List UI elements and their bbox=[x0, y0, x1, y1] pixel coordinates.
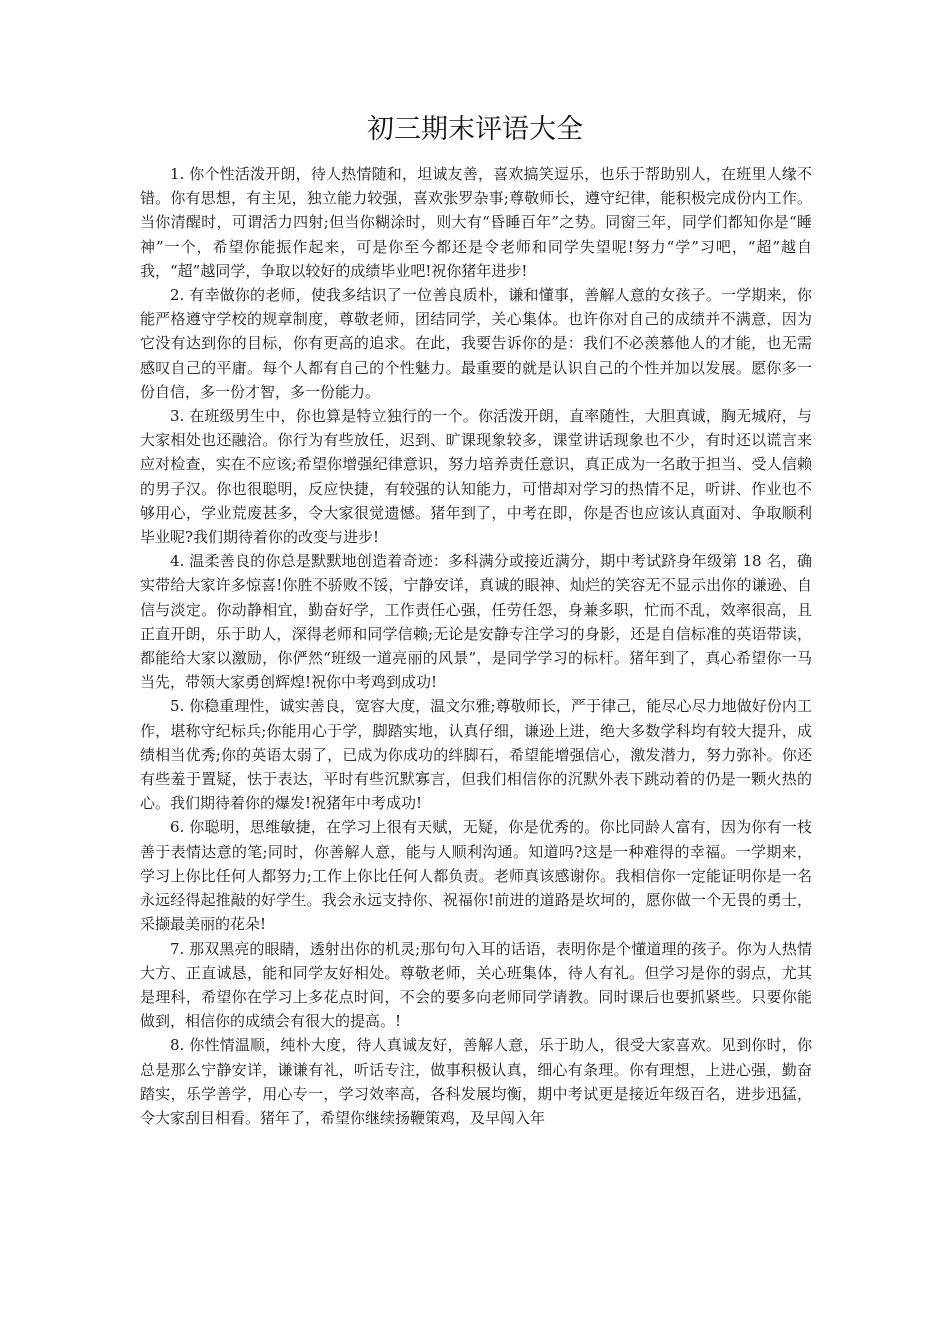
comment-paragraph-1: 1. 你个性活泼开朗，待人热情随和，坦诚友善，喜欢搞笑逗乐，也乐于帮助别人，在班里人缘不错。你有思想，有主见，独立能力较强，喜欢张罗杂事;尊敬师长，遵守纪律，能积极完成份内工作。当你清醒时，可谓活力四射;但当你糊涂时，则大有“昏睡百年”之势。同窗三年，同学们都知你是“睡神”一个，希望你能振作起来，可是你至今都还是令老师和同学失望呢!努力“学”习吧，“超”越自我，“超”越同学，争取以较好的成绩毕业吧!祝你猪年进步! bbox=[140, 165, 812, 280]
document-title: 初三期末评语大全 bbox=[367, 114, 583, 145]
comment-paragraph-4: 4. 温柔善良的你总是默默地创造着奇迹：多科满分或接近满分，期中考试跻身年级第 18 名，确实带给大家许多惊喜!你胜不骄败不馁，宁静安详，真诚的眼神、灿烂的笑容无不显示出你的谦逊、自信与淡定。你动静相宜，勤奋好学，工作责任心强，任劳任怨，身兼多职，忙而不乱，效率很高，且正直开朗，乐于助人，深得老师和同学信赖;无论是安静专注学习的身影，还是自信标准的英语带读，都能给大家以激励，你俨然“班级一道亮丽的风景”，是同学学习的标杆。猪年到了，真心希望你一马当先，带领大家勇创辉煌!祝你中考鸡到成功! bbox=[140, 552, 812, 692]
comment-paragraph-6: 6. 你聪明，思维敏捷，在学习上很有天赋，无疑，你是优秀的。你比同龄人富有，因为你有一枝善于表情达意的笔;同时，你善解人意，能与人顺利沟通。知道吗?这是一种难得的幸福。一学期来，学习上你比任何人都努力;工作上你比任何人都负责。老师真该感谢你。我相信你一定能证明你是一名永远经得起推敲的好学生。我会永远支持你、祝福你!前进的道路是坎坷的，愿你做一个无畏的勇士，采撷最美丽的花朵! bbox=[140, 818, 812, 934]
comment-paragraph-5: 5. 你稳重理性，诚实善良，宽容大度，温文尔雅;尊敬师长，严于律己，能尽心尽力地做好份内工作，堪称守纪标兵;你能用心于学，脚踏实地，认真仔细，谦逊上进，绝大多数学科均有较大提升，成绩相当优秀;你的英语太弱了，已成为你成功的绊脚石，希望能增强信心，激发潜力，努力弥补。你还有些羞于置疑，怯于表达，平时有些沉默寡言，但我们相信你的沉默外表下跳动着的仍是一颗火热的心。我们期待着你的爆发!祝猪年中考成功! bbox=[140, 697, 812, 813]
comment-paragraph-8: 8. 你性情温顺，纯朴大度，待人真诚友好，善解人意，乐于助人，很受大家喜欢。见到你时，你总是那么宁静安详，谦谦有礼，听话专注，做事积极认真，细心有条理。你有理想，上进心强，勤奋踏实，乐学善学，用心专一，学习效率高，各科发展均衡，期中考试更是接近年级百名，进步迅猛，令大家刮目相看。猪年了，希望你继续扬鞭策鸡，及早闯入年 bbox=[140, 1036, 812, 1127]
document-body bbox=[140, 162, 812, 1130]
comment-paragraph-7: 7. 那双黑亮的眼睛，透射出你的机灵;那句句入耳的话语，表明你是个懂道理的孩子。你为人热情大方、正直诚恳，能和同学友好相处。尊敬老师，关心班集体，待人有礼。但学习是你的弱点，尤其是理科，希望你在学习上多花点时间，不会的要多向老师同学请教。同时课后也要抓紧些。只要你能做到，相信你的成绩会有很大的提高。! bbox=[140, 939, 812, 1031]
comment-paragraph-3: 3. 在班级男生中，你也算是特立独行的一个。你活泼开朗，直率随性，大胆真诚，胸无城府，与大家相处也还融洽。你行为有些放任，迟到、旷课现象较多，课堂讲话现象也不少，有时还以谎言来应对检查，实在不应该;希望你增强纪律意识，努力培养责任意识，真正成为一名敢于担当、受人信赖的男子汉。你也很聪明，反应快捷，有较强的认知能力，可惜却对学习的热情不足，听讲、作业也不够用心，学业荒废甚多，令大家很觉遗憾。猪年到了，中考在即，你是否也应该认真面对、争取顺利毕业呢?我们期待着你的改变与进步! bbox=[140, 407, 812, 547]
comment-paragraph-2: 2. 有幸做你的老师，使我多结识了一位善良质朴，谦和懂事，善解人意的女孩子。一学期来，你能严格遵守学校的规章制度，尊敬老师，团结同学，关心集体。也许你对自己的成绩并不满意，因为它没有达到你的目标，你有更高的追求。在此，我要告诉你的是：我们不必羡慕他人的才能，也无需感叹自己的平庸。每个人都有自己的个性魅力。最重要的就是认识自己的个性并加以发展。愿你多一份自信，多一份才智，多一份能力。 bbox=[140, 286, 812, 401]
